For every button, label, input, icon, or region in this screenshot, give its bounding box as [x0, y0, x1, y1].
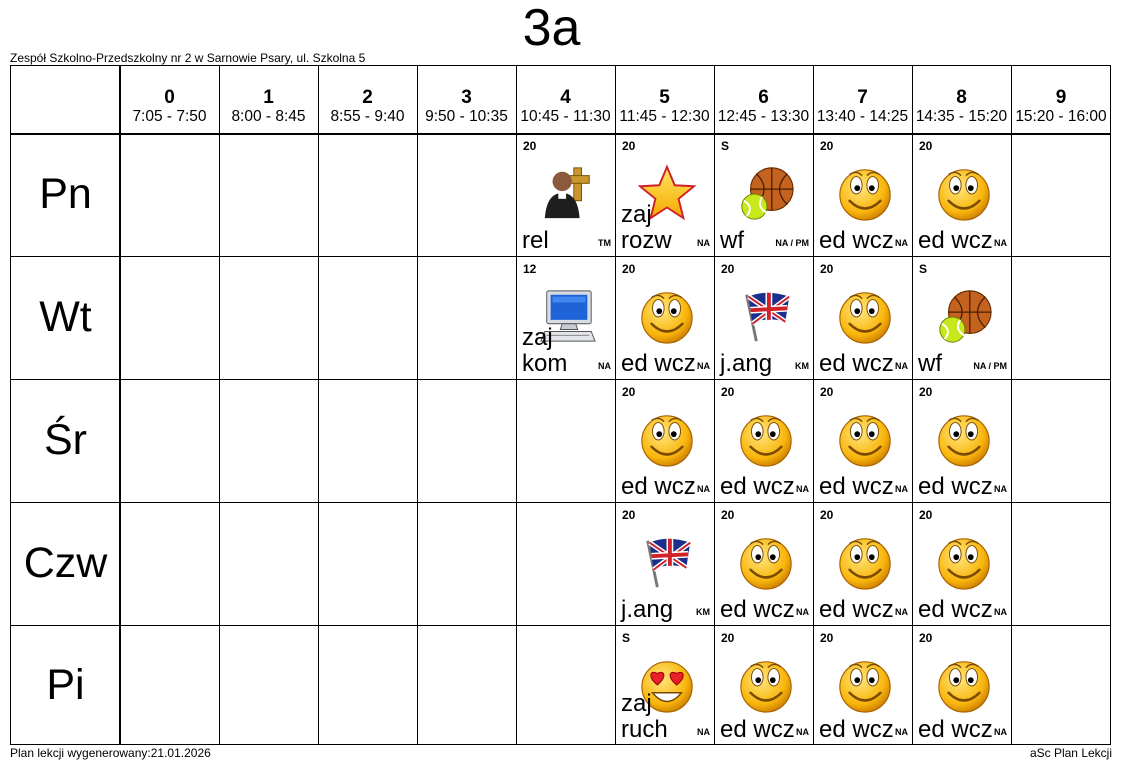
lesson-room: 20	[721, 508, 735, 522]
smiley-icon	[935, 533, 993, 591]
lesson-cell[interactable]	[616, 503, 714, 625]
lesson-room: 20	[622, 508, 636, 522]
period-header	[120, 66, 219, 133]
lesson-cell[interactable]	[913, 626, 1011, 745]
grid-column-line	[1011, 66, 1012, 744]
lesson-subject: ed wcz	[819, 596, 894, 623]
lesson-room: 20	[523, 139, 537, 153]
lesson-room: 20	[919, 508, 933, 522]
lesson-cell[interactable]	[913, 503, 1011, 625]
smiley-icon	[737, 410, 795, 468]
period-time: 10:45 - 11:30	[520, 108, 611, 125]
lesson-teacher: NA	[697, 238, 710, 248]
lesson-teacher: TM	[598, 238, 611, 248]
period-header	[219, 66, 318, 133]
lesson-cell[interactable]	[814, 380, 912, 502]
period-number: 1	[263, 87, 274, 108]
lesson-subject: ed wcz	[720, 473, 795, 500]
day-label: Czw	[23, 539, 108, 587]
lesson-subject: ed wcz	[819, 350, 894, 377]
smiley-icon	[836, 410, 894, 468]
lesson-subject: ed wcz	[720, 716, 795, 743]
period-number: 0	[164, 87, 175, 108]
lesson-room: 20	[622, 262, 636, 276]
period-number: 4	[560, 87, 571, 108]
lesson-room: 20	[721, 262, 735, 276]
lesson-subject: ed wcz	[621, 473, 696, 500]
lesson-teacher: KM	[795, 361, 809, 371]
period-header	[813, 66, 912, 133]
lesson-teacher: NA	[796, 607, 809, 617]
lesson-subject: ed wcz	[819, 716, 894, 743]
lesson-subject: ed wcz	[819, 473, 894, 500]
period-time: 12:45 - 13:30	[717, 108, 810, 125]
lesson-room: 20	[820, 385, 834, 399]
smiley-icon	[836, 656, 894, 714]
period-time: 13:40 - 14:25	[816, 108, 909, 125]
lesson-subject: ed wcz	[918, 473, 993, 500]
period-header	[516, 66, 615, 133]
period-time: 7:05 - 7:50	[132, 108, 207, 125]
timetable-grid	[10, 65, 1111, 745]
lesson-cell[interactable]	[913, 380, 1011, 502]
lesson-subject: ed wcz	[918, 596, 993, 623]
lesson-teacher: NA	[697, 361, 710, 371]
uk-flag-icon	[737, 287, 795, 345]
period-time: 15:20 - 16:00	[1015, 108, 1107, 125]
period-time: 8:55 - 9:40	[330, 108, 405, 125]
lesson-room: S	[622, 631, 631, 645]
lesson-cell[interactable]	[616, 134, 714, 256]
smiley-icon	[935, 656, 993, 714]
lesson-room: 20	[820, 631, 834, 645]
grid-column-line	[219, 66, 220, 744]
lesson-teacher: NA	[697, 727, 710, 737]
lesson-room: 20	[919, 139, 933, 153]
lesson-cell[interactable]	[913, 257, 1011, 379]
lesson-teacher: NA	[598, 361, 611, 371]
lesson-cell[interactable]	[715, 503, 813, 625]
school-name: Zespół Szkolno-Przedszkolny nr 2 w Sarnowie Psary, ul. Szkolna 5	[10, 51, 366, 65]
period-header	[1011, 66, 1111, 133]
smiley-icon	[935, 410, 993, 468]
lesson-room: 20	[919, 385, 933, 399]
lesson-cell[interactable]	[517, 257, 615, 379]
lesson-teacher: NA	[796, 727, 809, 737]
period-number: 8	[956, 87, 967, 108]
period-header	[318, 66, 417, 133]
smiley-icon	[638, 287, 696, 345]
lesson-subject: ed wcz	[819, 227, 894, 254]
sports-balls-icon	[935, 287, 993, 345]
lesson-subject: wf	[918, 350, 942, 377]
lesson-teacher: NA	[895, 238, 908, 248]
generated-date: Plan lekcji wygenerowany:21.01.2026	[10, 746, 211, 760]
priest-cross-icon	[539, 164, 597, 222]
lesson-room: 20	[622, 385, 636, 399]
lesson-teacher: NA	[796, 484, 809, 494]
lesson-subject-prefix: zaj	[522, 324, 553, 351]
day-label: Śr	[44, 416, 87, 464]
lesson-subject-prefix: zaj	[621, 201, 652, 228]
lesson-teacher: NA	[994, 607, 1007, 617]
lesson-subject: ed wcz	[621, 350, 696, 377]
sports-balls-icon	[737, 164, 795, 222]
period-time: 14:35 - 15:20	[915, 108, 1008, 125]
lesson-subject: ed wcz	[918, 716, 993, 743]
smiley-icon	[836, 164, 894, 222]
lesson-cell[interactable]	[616, 257, 714, 379]
lesson-cell[interactable]	[814, 626, 912, 745]
lesson-subject: j.ang	[720, 350, 773, 377]
lesson-teacher: NA	[994, 484, 1007, 494]
lesson-cell[interactable]	[517, 134, 615, 256]
period-number: 9	[1055, 87, 1067, 108]
period-header	[912, 66, 1011, 133]
lesson-cell[interactable]	[616, 380, 714, 502]
lesson-teacher: NA	[895, 727, 908, 737]
lesson-room: S	[721, 139, 730, 153]
period-number: 5	[659, 87, 670, 108]
lesson-subject-prefix: zaj	[621, 690, 652, 717]
lesson-subject: ed wcz	[918, 227, 993, 254]
grid-column-line	[417, 66, 418, 744]
lesson-room: 20	[820, 508, 834, 522]
day-label: Pi	[46, 661, 85, 709]
period-number: 3	[461, 87, 472, 108]
lesson-room: 20	[721, 385, 735, 399]
lesson-cell[interactable]	[814, 503, 912, 625]
app-credit: aSc Plan Lekcji	[1029, 746, 1112, 760]
lesson-teacher: NA / PM	[973, 361, 1007, 371]
lesson-cell[interactable]	[715, 626, 813, 745]
day-label: Wt	[39, 293, 92, 341]
lesson-room: 12	[523, 262, 537, 276]
smiley-icon	[836, 287, 894, 345]
lesson-room: 20	[721, 631, 735, 645]
period-number: 6	[758, 87, 769, 108]
lesson-room: 20	[622, 139, 636, 153]
smiley-icon	[638, 410, 696, 468]
period-header	[417, 66, 516, 133]
lesson-subject: ruch	[621, 716, 668, 743]
lesson-room: S	[919, 262, 928, 276]
lesson-cell[interactable]	[814, 257, 912, 379]
lesson-subject: rel	[522, 227, 549, 254]
period-time: 8:00 - 8:45	[231, 108, 306, 125]
page-title: 3a	[522, 0, 581, 57]
period-time: 11:45 - 12:30	[619, 108, 710, 125]
lesson-teacher: NA	[895, 484, 908, 494]
lesson-teacher: NA	[895, 607, 908, 617]
grid-column-line	[318, 66, 319, 744]
lesson-teacher: NA	[994, 727, 1007, 737]
lesson-cell[interactable]	[913, 134, 1011, 256]
uk-flag-icon	[638, 533, 696, 591]
lesson-subject: rozw	[621, 227, 672, 254]
lesson-room: 20	[919, 631, 933, 645]
period-number: 7	[857, 87, 868, 108]
lesson-subject: wf	[720, 227, 744, 254]
lesson-teacher: NA	[994, 238, 1007, 248]
lesson-cell[interactable]	[715, 257, 813, 379]
lesson-room: 20	[820, 262, 834, 276]
lesson-cell[interactable]	[814, 134, 912, 256]
smiley-icon	[737, 656, 795, 714]
smiley-icon	[935, 164, 993, 222]
lesson-subject: kom	[522, 350, 568, 377]
lesson-cell[interactable]	[616, 626, 714, 745]
lesson-teacher: NA / PM	[775, 238, 809, 248]
lesson-cell[interactable]	[715, 380, 813, 502]
period-time: 9:50 - 10:35	[425, 108, 508, 125]
period-header	[714, 66, 813, 133]
smiley-icon	[836, 533, 894, 591]
lesson-subject: j.ang	[621, 596, 674, 623]
lesson-teacher: NA	[895, 361, 908, 371]
lesson-room: 20	[820, 139, 834, 153]
period-number: 2	[362, 87, 373, 108]
lesson-teacher: KM	[696, 607, 710, 617]
smiley-icon	[737, 533, 795, 591]
lesson-cell[interactable]	[715, 134, 813, 256]
period-header	[615, 66, 714, 133]
lesson-teacher: NA	[697, 484, 710, 494]
lesson-subject: ed wcz	[720, 596, 795, 623]
day-label: Pn	[39, 170, 92, 218]
